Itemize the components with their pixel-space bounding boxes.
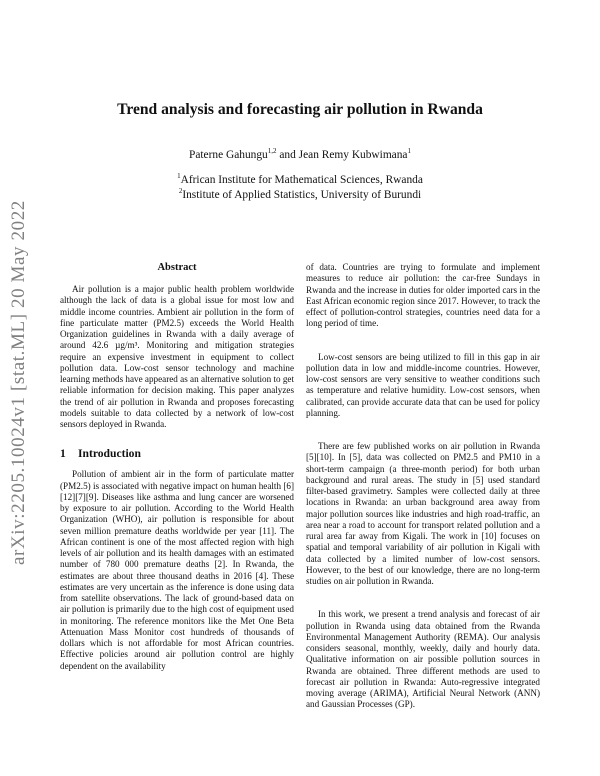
author-2-affiliation-mark: 1	[407, 147, 411, 155]
right-column	[306, 262, 540, 711]
author-conjunction: and	[279, 149, 296, 161]
introduction-paragraph-1-continued: of data. Countries are trying to formulate and implement measures to reduce air pollution: the car-free Sundays in Rwanda and the increase in duties for older imported cars in the East African economic region since 2017. However, to track the effect of pollution-control strategies, countries need data for a long period of time.	[306, 262, 540, 329]
introduction-paragraph-3: There are few published works on air pollution in Rwanda [5][10]. In [5], data was collected on PM2.5 and PM10 in a short-term campaign (a three-month period) for both urban background and rural areas. The study in [5] used standard filter-based gravimetry. Samples were collected daily at three locations in Rwanda: an urban background area away from major pollution sources like industries and high road-traffic, an area near a road to account for transport related pollution and a rural area far away from Kigali. The work in [10] focuses on spatial and temporal variability of air pollution in Kigali with data collected by a limited number of low-cost sensors. However, to the best of our knowledge, there are no long-term studies on air pollution in Rwanda.	[306, 441, 540, 586]
introduction-paragraph-2: Low-cost sensors are being utilized to fill in this gap in air pollution data in low and middle-income countries. However, low-cost sensors are very sensitive to weather conditions such as temperature and relative humidity. Low-cost sensors, when calibrated, can provide accurate data that can be used for policy planning.	[306, 351, 540, 418]
author-2-name: Jean Remy Kubwimana	[298, 149, 408, 161]
author-1-name: Paterne Gahungu	[188, 149, 268, 161]
affiliation-1-name: African Institute for Mathematical Sciences, Rwanda	[180, 174, 423, 186]
affiliation-2-name: Institute of Applied Statistics, University of Burundi	[182, 189, 422, 201]
introduction-paragraph-4: In this work, we present a trend analysis and forecast of air pollution in Rwanda using data obtained from the Rwanda Environmental Management Authority (REMA). Our analysis considers seasonal, monthly, weekly, daily and hourly data. Qualitative information on air possible pollution sources in Rwanda are obtained. Three different methods are used to forecast air pollution in Rwanda: Auto-regressive integrated moving average (ARIMA), Artificial Neural Network (ANN) and Gaussian Processes (GP).	[306, 609, 540, 710]
affiliation-1	[60, 174, 540, 186]
author-line	[60, 149, 540, 161]
affiliation-1-mark: 1	[177, 172, 181, 180]
author-1-affiliation-mark: 1,2	[267, 147, 277, 155]
paper-title: Trend analysis and forecasting air pollution in Rwanda	[117, 101, 483, 118]
affiliation-2-mark: 2	[178, 187, 183, 195]
affiliation-2	[60, 189, 540, 201]
arxiv-identifier: arXiv:2205.10024v1 [stat.ML] 20 May 2022	[8, 200, 29, 565]
introduction-heading	[60, 447, 294, 461]
introduction-section-number: 1	[60, 447, 66, 461]
abstract-text: Air pollution is a major public health problem worldwide although the lack of data is a global issue for most low and middle income countries. Ambient air pollution in the form of fine particulate matter (PM2.5) exceeds the World Health Organization guidelines in Rwanda with a daily average of around 42.6 µg/m³. Monitoring and mitigation strategies require an expensive investment in equipment to collect pollution data. Low-cost sensor technology and machine learning methods have appeared as an alternative solution to get reliable information for decision making. This paper analyzes the trend of air pollution in Rwanda and proposes forecasting models suitable to data collected by a network of low-cost sensors deployed in Rwanda.	[60, 284, 294, 429]
introduction-section-title: Introduction	[78, 447, 141, 461]
abstract-heading: Abstract	[157, 262, 197, 273]
introduction-paragraph-1: Pollution of ambient air in the form of particulate matter (PM2.5) is associated with negative impact on human health [6][12][7][9]. Diseases like asthma and lung cancer are worsened by exposure to air pollution. According to the World Health Organization (WHO), air pollution is responsible for about seven million premature deaths worldwide per year [11]. The African continent is one of the most affected region with high levels of air pollution and its health damages with an estimated number of 780 000 premature deaths [2]. In Rwanda, the estimates are about three thousand deaths in 2016 [4]. These estimates are very uncertain as the inference is done using data from satellite observations. The lack of ground-based data on air pollution is primarily due to the high cost of equipment used in monitoring. The reference monitors like the Met One Beta Attenuation Mass Monitor cost hundreds of thousands of dollars which is not affordable for most African countries. Effective policies around air pollution control are highly dependent on the availability	[60, 469, 294, 671]
left-column	[60, 262, 294, 672]
